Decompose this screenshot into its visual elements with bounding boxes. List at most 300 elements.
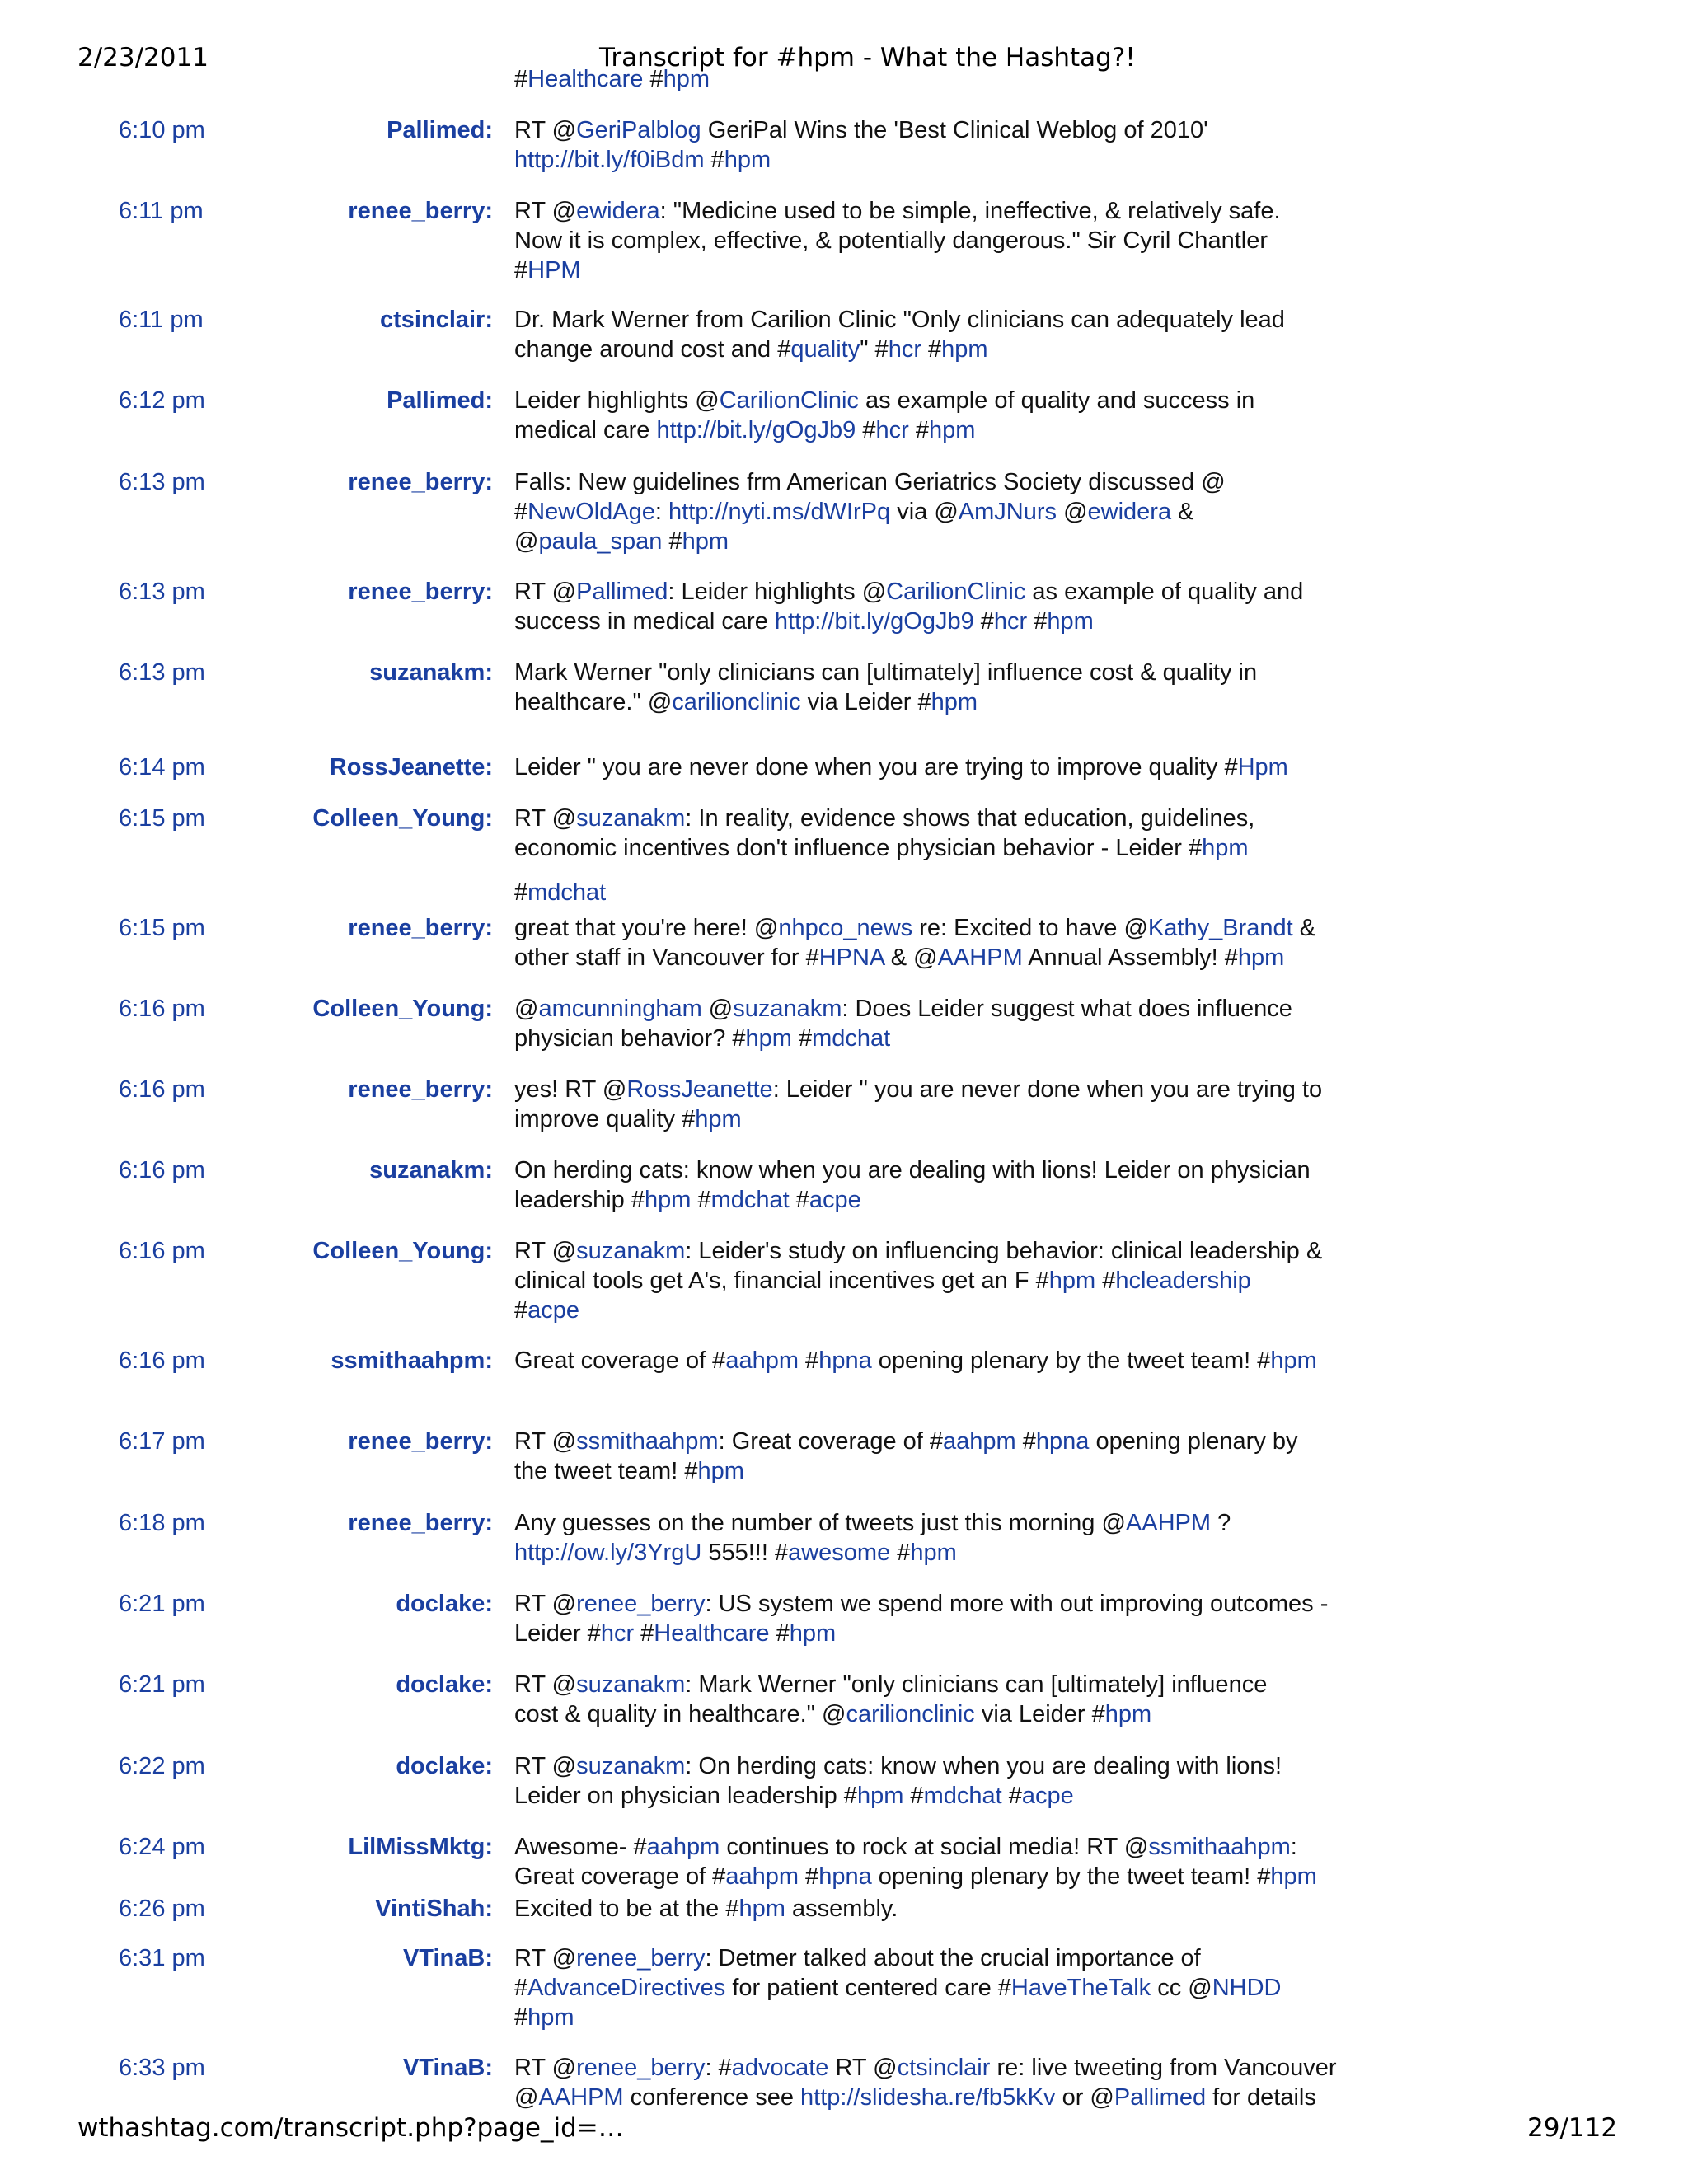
tweet-text-segment: #: [514, 257, 528, 284]
tweet-link[interactable]: Pallimed: [576, 579, 668, 605]
tweet-text-segment: physician behavior? #: [514, 1025, 746, 1052]
tweet-text-segment: : Leider highlights @: [668, 579, 887, 605]
tweet-text-segment: leadership #: [514, 1187, 645, 1213]
tweet-line: [514, 943, 1339, 972]
tweet-line: [514, 1346, 1339, 1376]
tweet-link[interactable]: ewidera: [576, 198, 660, 224]
tweet-text-segment: #: [1027, 608, 1048, 635]
timestamp-link[interactable]: 6:11 pm: [119, 198, 204, 224]
tweet-line: [514, 1781, 1339, 1811]
tweet-text-segment: #: [973, 608, 994, 635]
tweet-text-segment: #: [856, 417, 876, 443]
tweet-line: [514, 1862, 1339, 1891]
tweet-text-segment: Annual Assembly! #: [1022, 944, 1238, 971]
tweet-text-segment: continues to rock at social media! RT @: [720, 1834, 1149, 1860]
tweet-text-segment: RT @: [514, 198, 577, 224]
tweet-link[interactable]: hcleadership: [1115, 1268, 1251, 1294]
timestamp-link[interactable]: 6:13 pm: [119, 659, 205, 686]
tweet-text-segment: RT @: [514, 579, 577, 605]
tweet-link[interactable]: NewOldAge: [528, 499, 655, 525]
username-link[interactable]: ctsinclair:: [380, 307, 493, 333]
tweet-link[interactable]: Healthcare: [528, 66, 644, 92]
username-link[interactable]: VTinaB:: [402, 1945, 493, 1971]
tweet-line: [514, 1456, 1339, 1486]
tweet-link[interactable]: HPM: [528, 257, 581, 284]
tweet-line: [514, 752, 1339, 782]
timestamp-link[interactable]: 6:24 pm: [119, 1834, 205, 1860]
tweet-link[interactable]: suzanakm: [576, 805, 686, 832]
tweet-line: [514, 527, 1339, 556]
tweet-text-segment: cc @: [1151, 1975, 1212, 2001]
tweet-link[interactable]: NHDD: [1212, 1975, 1282, 2001]
tweet-text-segment: #: [799, 1347, 819, 1374]
tweet-line: [514, 1619, 1339, 1648]
tweet-link[interactable]: hpm: [697, 1458, 744, 1484]
username-link[interactable]: doclake:: [396, 1753, 493, 1779]
tweet-line: [514, 415, 1339, 445]
tweet-link[interactable]: Healthcare: [654, 1620, 770, 1647]
username-link[interactable]: VTinaB:: [402, 2055, 493, 2081]
tweet-text-segment: #: [791, 1025, 813, 1052]
header-date: 2/23/2011: [77, 43, 209, 73]
tweet-line: [514, 607, 1339, 636]
tweet-link[interactable]: Kathy_Brandt: [1147, 915, 1293, 941]
timestamp-link[interactable]: 6:13 pm: [119, 579, 205, 605]
tweet-text: [514, 115, 1339, 175]
tweet-text-segment: RT @: [514, 2055, 577, 2081]
timestamp-link[interactable]: 6:13 pm: [119, 469, 205, 495]
tweet-link[interactable]: hpm: [1202, 835, 1249, 861]
tweet-text-segment: & @: [884, 944, 938, 971]
tweet-text-segment: Dr. Mark Werner from Carilion Clinic "Only clinicians can adequately lead: [514, 307, 1285, 333]
tweet-link[interactable]: aahpm: [725, 1347, 799, 1374]
tweet-text: [514, 913, 1339, 972]
tweet-link[interactable]: hpm: [1237, 944, 1285, 971]
tweet-link[interactable]: mdchat: [710, 1187, 790, 1213]
tweet-line: [514, 687, 1339, 717]
tweet-link[interactable]: aahpm: [943, 1428, 1016, 1455]
tweet-text-segment: Excited to be at the #: [514, 1896, 739, 1922]
timestamp-link[interactable]: 6:14 pm: [119, 754, 205, 780]
tweet-text: [514, 467, 1339, 556]
tweet-text-segment: #: [1015, 1428, 1036, 1455]
tweet-text-segment: : #: [705, 2055, 732, 2081]
tweet-link[interactable]: acpe: [1021, 1783, 1074, 1809]
tweet-text: [514, 804, 1339, 907]
tweet-text-segment: #: [903, 1783, 924, 1809]
tweet-line: [514, 196, 1339, 226]
tweet-line: [514, 1894, 1339, 1924]
tweet-line: [514, 1832, 1339, 1862]
username-link[interactable]: renee_berry:: [348, 579, 493, 605]
tweet-text-segment: cost & quality in healthcare." @: [514, 1701, 846, 1727]
tweet-line: [514, 994, 1339, 1024]
tweet-text-segment: for patient centered care #: [725, 1975, 1011, 2001]
username-link[interactable]: Colleen_Young:: [312, 1238, 493, 1264]
tweet-link[interactable]: hpm: [695, 1106, 742, 1132]
tweet-line: [514, 1751, 1339, 1781]
tweet-link[interactable]: renee_berry: [576, 2055, 706, 2081]
timestamp-link[interactable]: 6:21 pm: [119, 1591, 205, 1617]
tweet-text-segment: #: [643, 66, 663, 92]
username-link[interactable]: renee_berry:: [348, 1076, 493, 1103]
tweet-link[interactable]: AAHPM: [937, 944, 1023, 971]
username-link[interactable]: LilMissMktg:: [348, 1834, 493, 1860]
tweet-link[interactable]: hpm: [682, 528, 729, 555]
username-link[interactable]: renee_berry:: [348, 1510, 493, 1536]
tweet-link[interactable]: AdvanceDirectives: [528, 1975, 726, 2001]
tweet-text-segment: GeriPal Wins the 'Best Clinical Weblog of 2010': [701, 117, 1208, 143]
tweet-text-segment: #: [921, 336, 942, 363]
timestamp-link[interactable]: 6:11 pm: [119, 307, 204, 333]
timestamp-link[interactable]: 6:22 pm: [119, 1753, 205, 1779]
tweet-text-segment: #: [514, 499, 528, 525]
tweet-line: [514, 1699, 1339, 1729]
tweet-text-segment: #: [1001, 1783, 1022, 1809]
tweet-text-segment: ?: [1211, 1510, 1231, 1536]
tweet-text-segment: #: [890, 1540, 911, 1566]
tweet-text: [514, 1508, 1339, 1568]
username-link[interactable]: renee_berry:: [348, 915, 493, 941]
tweet-link[interactable]: hpm: [789, 1620, 837, 1647]
timestamp-link[interactable]: 6:31 pm: [119, 1945, 205, 1971]
tweet-link[interactable]: AmJNurs: [958, 499, 1057, 525]
tweet-text-segment: Mark Werner "only clinicians can [ultimately] influence cost & quality in: [514, 659, 1258, 686]
tweet-text-segment: conference see: [623, 2084, 801, 2111]
tweet-text-segment: : On herding cats: know when you are dealing with lions!: [685, 1753, 1282, 1779]
tweet-line: [514, 878, 1339, 907]
tweet-link[interactable]: Hpm: [1237, 754, 1288, 780]
tweet-text-segment: the tweet team! #: [514, 1458, 698, 1484]
tweet-line: [514, 1155, 1339, 1185]
tweet-text-segment: #: [514, 1975, 528, 2001]
tweet-text-segment: &: [1171, 499, 1194, 525]
tweet-text: [514, 577, 1339, 636]
tweet-text-segment: #: [691, 1187, 711, 1213]
tweet-text: [514, 1832, 1339, 1891]
tweet-text: [514, 196, 1339, 285]
username-link[interactable]: Colleen_Young:: [312, 996, 493, 1022]
tweet-line: [514, 833, 1339, 863]
tweet-text-segment: @: [1057, 499, 1088, 525]
username-link[interactable]: Pallimed:: [387, 387, 493, 414]
tweet-line: [514, 64, 1339, 94]
tweet-link[interactable]: ewidera: [1087, 499, 1172, 525]
tweet-text-segment: clinical tools get A's, financial incentives get an F #: [514, 1268, 1049, 1294]
tweet-link[interactable]: HPNA: [818, 944, 884, 971]
tweet-link[interactable]: hcr: [600, 1620, 635, 1647]
tweet-line: [514, 913, 1339, 943]
tweet-line: [514, 386, 1339, 415]
tweet-link[interactable]: hpm: [528, 2004, 574, 2031]
tweet-link[interactable]: acpe: [528, 1297, 580, 1324]
tweet-text-segment: &: [1292, 915, 1316, 941]
tweet-text-segment: improve quality #: [514, 1106, 696, 1132]
tweet-link[interactable]: hpm: [1270, 1347, 1317, 1374]
tweet-text-segment: Leider " you are never done when you are trying to improve quality #: [514, 754, 1238, 780]
tweet-link[interactable]: carilionclinic: [846, 1701, 975, 1727]
tweet-text-segment: :: [654, 499, 669, 525]
tweet-text: [514, 1894, 1339, 1924]
tweet-link[interactable]: mdchat: [923, 1783, 1002, 1809]
tweet-link[interactable]: hpm: [645, 1187, 692, 1213]
transcript-list: [0, 66, 1688, 2111]
tweet-link[interactable]: hpna: [818, 1347, 872, 1374]
username-link[interactable]: doclake:: [396, 1591, 493, 1617]
tweet-link[interactable]: renee_berry: [576, 1591, 706, 1617]
tweet-text-segment: for details: [1206, 2084, 1316, 2111]
tweet-link[interactable]: hpm: [856, 1783, 904, 1809]
tweet-text: [514, 1427, 1339, 1486]
tweet-line: [514, 1024, 1339, 1053]
tweet-text: [514, 1751, 1339, 1811]
tweet-link[interactable]: CarilionClinic: [719, 387, 859, 414]
tweet-link[interactable]: Pallimed: [1114, 2084, 1207, 2111]
tweet-text-segment: " #: [860, 336, 889, 363]
tweet-text-segment: #: [908, 417, 929, 443]
tweet-link[interactable]: paula_span: [538, 528, 663, 555]
timestamp-link[interactable]: 6:26 pm: [119, 1896, 205, 1922]
tweet-link[interactable]: hpm: [931, 689, 978, 715]
tweet-link[interactable]: hpm: [738, 1896, 785, 1922]
tweet-text: [514, 305, 1339, 364]
tweet-line: [514, 1185, 1339, 1215]
tweet-link[interactable]: hpm: [1270, 1863, 1317, 1890]
timestamp-link[interactable]: 6:18 pm: [119, 1510, 205, 1536]
tweet-link[interactable]: suzanakm: [576, 1238, 686, 1264]
tweet-line: [514, 255, 1339, 285]
username-link[interactable]: renee_berry:: [348, 198, 493, 224]
tweet-text-segment: via Leider #: [974, 1701, 1105, 1727]
tweet-link[interactable]: http://bit.ly/gOgJb9: [656, 417, 856, 443]
tweet-line: [514, 1075, 1339, 1104]
username-link[interactable]: suzanakm:: [369, 1157, 493, 1183]
tweet-line: [514, 1104, 1339, 1134]
timestamp-link[interactable]: 6:15 pm: [119, 805, 205, 832]
tweet-text-segment: #: [769, 1620, 790, 1647]
page-number: 29/112: [1527, 2113, 1618, 2143]
footer-url: wthashtag.com/transcript.php?page_id=…: [77, 2113, 624, 2143]
username-link[interactable]: Pallimed:: [387, 117, 493, 143]
tweet-text-segment: : Does Leider suggest what does influence: [842, 996, 1292, 1022]
tweet-line: [514, 2083, 1339, 2112]
tweet-text-segment: opening plenary by the tweet team! #: [871, 1863, 1271, 1890]
tweet-link[interactable]: ssmithaahpm: [1148, 1834, 1291, 1860]
tweet-link[interactable]: suzanakm: [733, 996, 842, 1022]
tweet-text-segment: RT @: [514, 1591, 577, 1617]
tweet-line: [514, 804, 1339, 833]
tweet-text-segment: : US system we spend more with out improving outcomes -: [705, 1591, 1329, 1617]
tweet-link[interactable]: ssmithaahpm: [576, 1428, 719, 1455]
tweet-line: [514, 1296, 1339, 1325]
tweet-line: [514, 577, 1339, 607]
tweet-text-segment: : In reality, evidence shows that education, guidelines,: [685, 805, 1255, 832]
tweet-text-segment: RT @: [514, 1238, 577, 1264]
tweet-link[interactable]: hpm: [941, 336, 988, 363]
tweet-text-segment: success in medical care: [514, 608, 775, 635]
tweet-text: [514, 752, 1339, 782]
tweet-text-segment: : Leider's study on influencing behavior: clinical leadership &: [685, 1238, 1323, 1264]
timestamp-link[interactable]: 6:33 pm: [119, 2055, 205, 2081]
tweet-line: [514, 1943, 1339, 1973]
tweet-text-segment: #: [514, 1297, 528, 1324]
tweet-link[interactable]: renee_berry: [576, 1945, 706, 1971]
tweet-text-segment: re: Excited to have @: [912, 915, 1148, 941]
tweet-text-segment: Awesome- #: [514, 1834, 647, 1860]
tweet-text: [514, 1155, 1339, 1215]
tweet-text-segment: RT @: [514, 1671, 577, 1698]
tweet-line: [514, 1973, 1339, 2003]
tweet-text-segment: opening plenary by the tweet team! #: [871, 1347, 1271, 1374]
tweet-text-segment: Leider highlights @: [514, 387, 720, 414]
timestamp-link[interactable]: 6:15 pm: [119, 915, 205, 941]
tweet-text-segment: @: [514, 528, 539, 555]
timestamp-link[interactable]: 6:17 pm: [119, 1428, 205, 1455]
username-link[interactable]: VintiShah:: [375, 1896, 493, 1922]
tweet-line: [514, 335, 1339, 364]
tweet-text-segment: : Mark Werner "only clinicians can [ultimately] influence: [685, 1671, 1268, 1698]
tweet-text: [514, 386, 1339, 445]
tweet-text-segment: Leider on physician leadership #: [514, 1783, 857, 1809]
tweet-link[interactable]: suzanakm: [576, 1671, 686, 1698]
tweet-line: [514, 1508, 1339, 1538]
tweet-text-segment: 555!!! #: [701, 1540, 789, 1566]
tweet-link[interactable]: hpm: [663, 66, 710, 92]
username-link[interactable]: doclake:: [396, 1671, 493, 1698]
tweet-link[interactable]: http://bit.ly/gOgJb9: [774, 608, 974, 635]
tweet-text-segment: #: [514, 2004, 528, 2031]
tweet-text-segment: Now it is complex, effective, & potentially dangerous." Sir Cyril Chantler: [514, 227, 1268, 254]
tweet-link[interactable]: mdchat: [528, 879, 607, 906]
tweet-text-segment: opening plenary by: [1089, 1428, 1298, 1455]
tweet-link[interactable]: http://ow.ly/3YrgU: [514, 1540, 702, 1566]
tweet-line: [514, 1427, 1339, 1456]
username-link[interactable]: renee_berry:: [348, 1428, 493, 1455]
tweet-text-segment: #: [514, 879, 528, 906]
tweet-link[interactable]: quality: [790, 336, 860, 363]
tweet-link[interactable]: hpm: [910, 1540, 957, 1566]
tweet-link[interactable]: hpm: [724, 147, 771, 173]
tweet-text-segment: RT @: [514, 1428, 577, 1455]
timestamp-link[interactable]: 6:16 pm: [119, 1076, 205, 1103]
tweet-text-segment: #: [789, 1187, 809, 1213]
timestamp-link[interactable]: 6:12 pm: [119, 387, 205, 414]
tweet-link[interactable]: HaveTheTalk: [1010, 1975, 1151, 2001]
tweet-line: [514, 1589, 1339, 1619]
tweet-line: [514, 1236, 1339, 1266]
tweet-link[interactable]: hpna: [818, 1863, 872, 1890]
username-link[interactable]: renee_berry:: [348, 469, 493, 495]
tweet-text: [514, 1943, 1339, 2032]
tweet-text-segment: Leider #: [514, 1620, 601, 1647]
tweet-link[interactable]: hcr: [875, 417, 909, 443]
tweet-link[interactable]: hpm: [1047, 608, 1094, 635]
tweet-text-segment: via Leider #: [800, 689, 931, 715]
tweet-text-segment: Falls: New guidelines frm American Geriatrics Society discussed @: [514, 469, 1226, 495]
tweet-link[interactable]: amcunningham: [538, 996, 702, 1022]
tweet-text-segment: : Leider " you are never done when you are trying to: [772, 1076, 1323, 1103]
tweet-text: [514, 1075, 1339, 1134]
tweet-text-segment: RT @: [514, 805, 577, 832]
timestamp-link[interactable]: 6:10 pm: [119, 117, 205, 143]
tweet-line: [514, 467, 1339, 497]
timestamp-link[interactable]: 6:16 pm: [119, 1347, 205, 1374]
tweet-link[interactable]: GeriPalblog: [576, 117, 701, 143]
tweet-link[interactable]: nhpco_news: [778, 915, 913, 941]
tweet-link[interactable]: advocate: [731, 2055, 829, 2081]
tweet-link[interactable]: CarilionClinic: [886, 579, 1026, 605]
username-link[interactable]: Colleen_Young:: [312, 805, 493, 832]
tweet-link[interactable]: hpm: [1104, 1701, 1152, 1727]
tweet-text-segment: via @: [890, 499, 959, 525]
tweet-link[interactable]: http://nyti.ms/dWIrPq: [668, 499, 891, 525]
tweet-text-segment: or @: [1055, 2084, 1114, 2111]
tweet-line: [514, 1670, 1339, 1699]
timestamp-link[interactable]: 6:16 pm: [119, 1238, 205, 1264]
tweet-link[interactable]: hpm: [745, 1025, 792, 1052]
tweet-link[interactable]: AAHPM: [538, 2084, 624, 2111]
tweet-link[interactable]: suzanakm: [576, 1753, 686, 1779]
tweet-line: [514, 1266, 1339, 1296]
tweet-text-segment: #: [799, 1863, 819, 1890]
tweet-line: [514, 2053, 1339, 2083]
username-link[interactable]: suzanakm:: [369, 659, 493, 686]
tweet-text-segment: #: [662, 528, 682, 555]
tweet-link[interactable]: acpe: [809, 1187, 861, 1213]
tweet-line: [514, 497, 1339, 527]
tweet-link[interactable]: carilionclinic: [672, 689, 801, 715]
timestamp-link[interactable]: 6:16 pm: [119, 1157, 205, 1183]
tweet-link[interactable]: AAHPM: [1125, 1510, 1212, 1536]
tweet-link[interactable]: http://slidesha.re/fb5kKv: [800, 2084, 1056, 2111]
tweet-link[interactable]: hpm: [1048, 1268, 1096, 1294]
tweet-text: [514, 994, 1339, 1053]
tweet-text: [514, 1589, 1339, 1648]
tweet-text-segment: #: [514, 66, 528, 92]
username-link[interactable]: ssmithaahpm:: [331, 1347, 493, 1374]
tweet-link[interactable]: ctsinclair: [897, 2055, 991, 2081]
tweet-line: [514, 145, 1339, 175]
tweet-link[interactable]: http://bit.ly/f0iBdm: [514, 147, 705, 173]
tweet-link[interactable]: RossJeanette: [626, 1076, 773, 1103]
tweet-text-segment: :: [1290, 1834, 1297, 1860]
username-link[interactable]: RossJeanette:: [329, 754, 493, 780]
tweet-link[interactable]: aahpm: [646, 1834, 720, 1860]
tweet-text-segment: yes! RT @: [514, 1076, 627, 1103]
tweet-link[interactable]: mdchat: [812, 1025, 891, 1052]
tweet-text-segment: RT @: [514, 117, 577, 143]
tweet-link[interactable]: aahpm: [725, 1863, 799, 1890]
tweet-text-segment: : Great coverage of #: [718, 1428, 944, 1455]
tweet-text-segment: re: live tweeting from Vancouver: [990, 2055, 1337, 2081]
tweet-line: [514, 305, 1339, 335]
timestamp-link[interactable]: 6:21 pm: [119, 1671, 205, 1698]
tweet-text-segment: great that you're here! @: [514, 915, 779, 941]
timestamp-link[interactable]: 6:16 pm: [119, 996, 205, 1022]
tweet-link[interactable]: hpm: [928, 417, 976, 443]
tweet-text-segment: Any guesses on the number of tweets just this morning @: [514, 1510, 1126, 1536]
tweet-text-segment: other staff in Vancouver for #: [514, 944, 819, 971]
tweet-text: [514, 1346, 1339, 1376]
tweet-text: [514, 2053, 1339, 2112]
tweet-text-segment: : "Medicine used to be simple, ineffective, & relatively safe.: [659, 198, 1281, 224]
tweet-link[interactable]: hcr: [993, 608, 1028, 635]
tweet-line: [514, 115, 1339, 145]
tweet-link[interactable]: hpna: [1035, 1428, 1090, 1455]
tweet-link[interactable]: hcr: [888, 336, 921, 363]
tweet-link[interactable]: awesome: [788, 1540, 891, 1566]
tweet-text: [514, 64, 1339, 94]
